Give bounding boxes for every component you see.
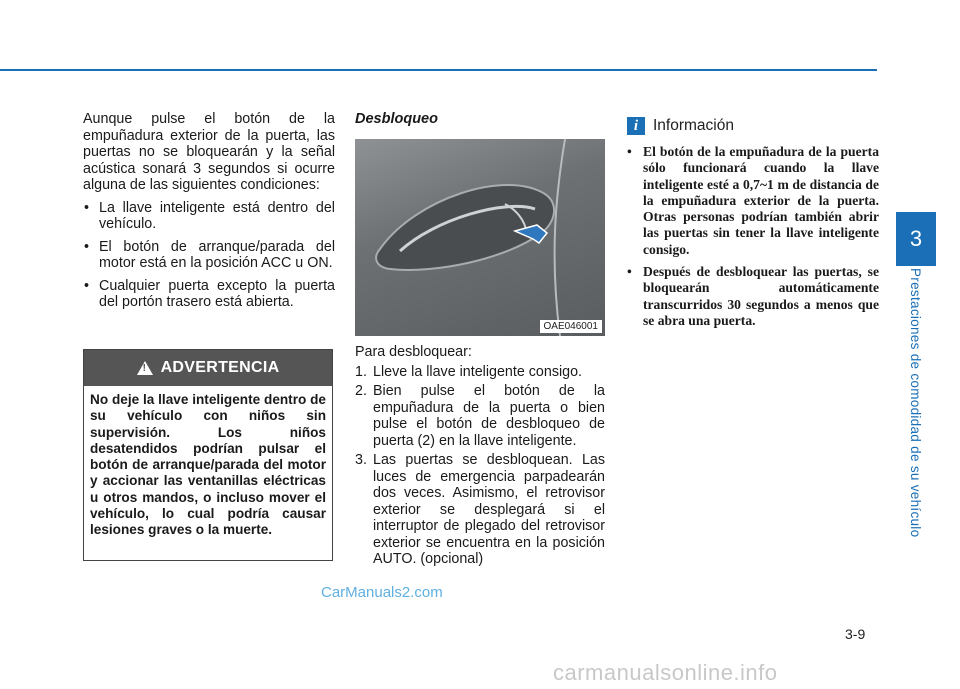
list-item: • El botón de la empuñadura de la puerta sólo funcionará cuando la llave inteligente esté a 0,7~1 m de distancia de la empuñadura exterior de la puerta. Otras personas podrían también abrir las puertas sin tener la llave inteligente consigo. <box>627 144 879 258</box>
list-item: • El botón de arranque/parada del motor está en la posición ACC u ON. <box>83 239 335 272</box>
list-item: • Cualquier puerta excepto la puerta del portón trasero está abierta. <box>83 278 335 311</box>
intro-paragraph: Aunque pulse el botón de la empuñadura exterior de la puerta, las puertas no se bloquearán y la señal acústica sonará 3 segundos si ocurre alguna de las siguientes condiciones: <box>83 111 335 193</box>
list-item: 2. Bien pulse el botón de la empuñadura de la puerta o bien pulse el botón de desbloqueo de puerta (2) en la llave inteligente. <box>355 383 605 449</box>
warning-text: No deje la llave inteligente dentro de su vehículo con niños sin supervisión. Los niños desatendidos podrían pulsar el botón de arranque/parada del motor y accionar las ventanillas eléctricas u otros mandos, o incluso mover el vehículo, lo cual podría causar lesiones graves o la muerte. <box>90 392 326 538</box>
watermark-footer: carmanualsonline.info <box>553 660 778 685</box>
list-item: • Después de desbloquear las puertas, se bloquearán automáticamente transcurridos 30 segundos a menos que se abra una puerta. <box>627 264 879 329</box>
column-middle <box>355 111 605 571</box>
column-right <box>627 114 879 335</box>
info-title: Información <box>653 117 734 134</box>
unlock-steps <box>355 344 605 568</box>
section-title: Desbloqueo <box>355 111 438 127</box>
chapter-tab[interactable] <box>896 212 936 266</box>
list-item: 1. Lleve la llave inteligente consigo. <box>355 363 583 380</box>
warning-box <box>83 349 333 561</box>
page-number: 3-9 <box>845 626 866 642</box>
info-icon: i <box>627 117 645 135</box>
steps-lead: Para desbloquear: <box>355 344 472 360</box>
figure-code: OAE046001 <box>540 320 603 333</box>
chapter-title: Prestaciones de comodidad de su vehículo <box>908 268 924 538</box>
info-header <box>627 114 879 138</box>
chapter-number: 3 <box>909 226 923 251</box>
list-item: • La llave inteligente está dentro del vehículo. <box>83 200 335 233</box>
watermark-link[interactable]: CarManuals2.com <box>321 584 443 601</box>
info-list <box>627 144 879 329</box>
warning-triangle-icon: ! <box>137 361 153 375</box>
door-handle-photo <box>355 139 605 336</box>
list-item: 3. Las puertas se desbloquean. Las luces de emergencia parpadearán dos veces. Asimismo, el retrovisor exterior se desplegará si el interruptor de plegado del retrovisor exterior se encuentra en la posición AUTO. (opcional) <box>355 452 605 567</box>
door-handle-illustration <box>355 139 605 336</box>
warning-header <box>84 350 332 386</box>
warning-title: ADVERTENCIA <box>160 359 280 376</box>
header-rule <box>0 69 877 71</box>
column-left <box>83 111 335 317</box>
